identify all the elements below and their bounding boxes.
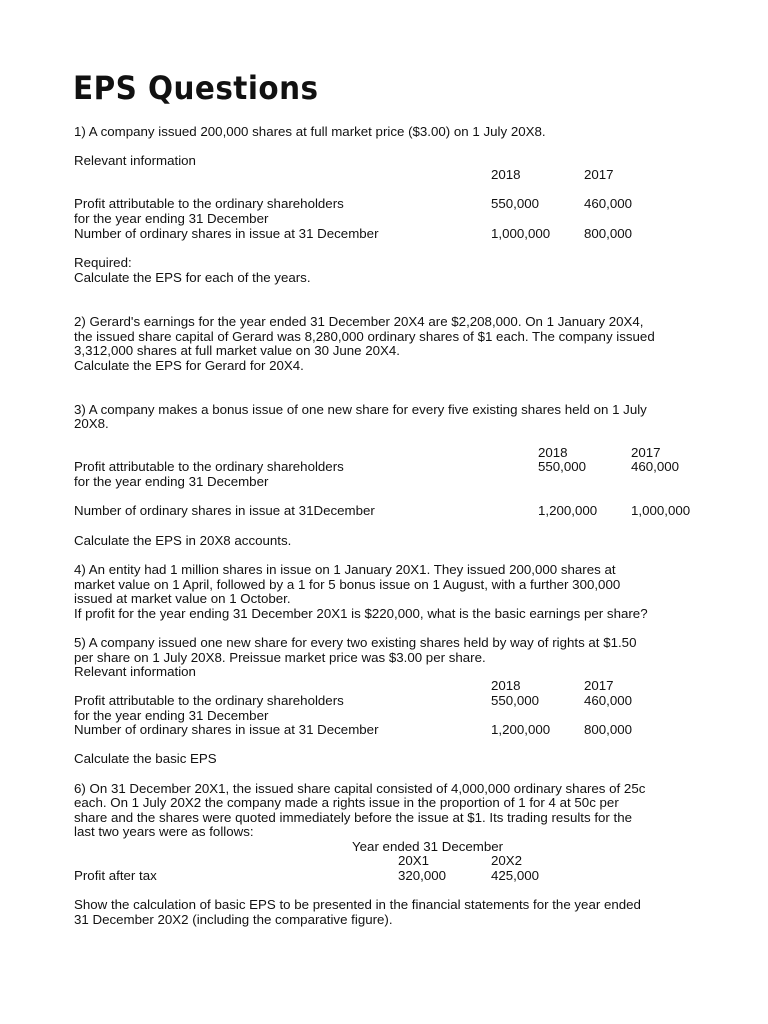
q3-shares-label: Number of ordinary shares in issue at 31December [74, 503, 375, 518]
q3-shares-a: 1,200,000 [538, 503, 598, 518]
q6-profit-a: 320,000 [398, 868, 447, 883]
q5-profit-label: Profit attributable to the ordinary shareholders [74, 693, 344, 708]
q3-profit-label: Profit attributable to the ordinary shareholders [74, 459, 344, 474]
q6-task: Show the calculation of basic EPS to be presented in the financial statements for the year ended [74, 897, 641, 912]
q5-profit-b: 460,000 [584, 693, 633, 708]
q5-year-b: 2017 [584, 678, 614, 693]
q2-line: Calculate the EPS for Gerard for 20X4. [74, 358, 304, 373]
q1-shares-label: Number of ordinary shares in issue at 31 December [74, 226, 379, 241]
q6-col-b: 20X2 [491, 853, 523, 868]
q4-line: 4) An entity had 1 million shares in issue on 1 January 20X1. They issued 200,000 shares at [74, 562, 616, 577]
q6-task: 31 December 20X2 (including the comparative figure). [74, 912, 393, 927]
q1-profit-label-2: for the year ending 31 December [74, 211, 269, 226]
q6-line: share and the shares were quoted immediately before the issue at $1. Its trading results for the [74, 810, 633, 825]
q1-year-a: 2018 [491, 167, 521, 182]
q5-line: 5) A company issued one new share for every two existing shares held by way of rights at $1.50 [74, 635, 637, 650]
q1-required: Required: [74, 255, 132, 270]
q5-shares-b: 800,000 [584, 722, 633, 737]
q1-profit-b: 460,000 [584, 196, 633, 211]
q3-profit-a: 550,000 [538, 459, 587, 474]
q2-line: 3,312,000 shares at full market value on 30 June 20X4. [74, 343, 400, 358]
q5-line: per share on 1 July 20X8. Preissue market price was $3.00 per share. [74, 650, 486, 665]
page-title: EPS Questions [73, 69, 319, 107]
q2-line: the issued share capital of Gerard was 8,280,000 ordinary shares of $1 each. The company issued [74, 329, 655, 344]
q6-line: 6) On 31 December 20X1, the issued share capital consisted of 4,000,000 ordinary shares of 25c [74, 781, 646, 796]
q1-intro: 1) A company issued 200,000 shares at full market price ($3.00) on 1 July 20X8. [74, 124, 546, 139]
q3-line: 20X8. [74, 416, 109, 431]
q3-line: 3) A company makes a bonus issue of one new share for every five existing shares held on 1 July [74, 402, 647, 417]
q5-line: Relevant information [74, 664, 196, 679]
q5-profit-a: 550,000 [491, 693, 540, 708]
q1-shares-a: 1,000,000 [491, 226, 551, 241]
q1-relevant: Relevant information [74, 153, 196, 168]
q5-task: Calculate the basic EPS [74, 751, 217, 766]
q3-profit-label-2: for the year ending 31 December [74, 474, 269, 489]
q1-profit-label: Profit attributable to the ordinary shareholders [74, 196, 344, 211]
q5-profit-label-2: for the year ending 31 December [74, 708, 269, 723]
q1-profit-a: 550,000 [491, 196, 540, 211]
q1-task: Calculate the EPS for each of the years. [74, 270, 311, 285]
q3-year-a: 2018 [538, 445, 568, 460]
q6-col-a: 20X1 [398, 853, 430, 868]
q6-line: each. On 1 July 20X2 the company made a rights issue in the proportion of 1 for 4 at 50c per [74, 795, 619, 810]
q4-line: If profit for the year ending 31 December 20X1 is $220,000, what is the basic earnings per share? [74, 606, 648, 621]
q1-shares-b: 800,000 [584, 226, 633, 241]
q4-line: issued at market value on 1 October. [74, 591, 291, 606]
q3-task: Calculate the EPS in 20X8 accounts. [74, 533, 292, 548]
q4-line: market value on 1 April, followed by a 1 for 5 bonus issue on 1 August, with a further 300,000 [74, 577, 621, 592]
q3-shares-b: 1,000,000 [631, 503, 691, 518]
q1-year-b: 2017 [584, 167, 614, 182]
q3-profit-b: 460,000 [631, 459, 680, 474]
q5-year-a: 2018 [491, 678, 521, 693]
q5-shares-a: 1,200,000 [491, 722, 551, 737]
q6-profit-b: 425,000 [491, 868, 540, 883]
q6-year-header: Year ended 31 December [352, 839, 504, 854]
q6-line: last two years were as follows: [74, 824, 254, 839]
q2-line: 2) Gerard's earnings for the year ended 31 December 20X4 are $2,208,000. On 1 January 20X4, [74, 314, 644, 329]
q3-year-b: 2017 [631, 445, 661, 460]
q6-profit-label: Profit after tax [74, 868, 157, 883]
q5-shares-label: Number of ordinary shares in issue at 31 December [74, 722, 379, 737]
